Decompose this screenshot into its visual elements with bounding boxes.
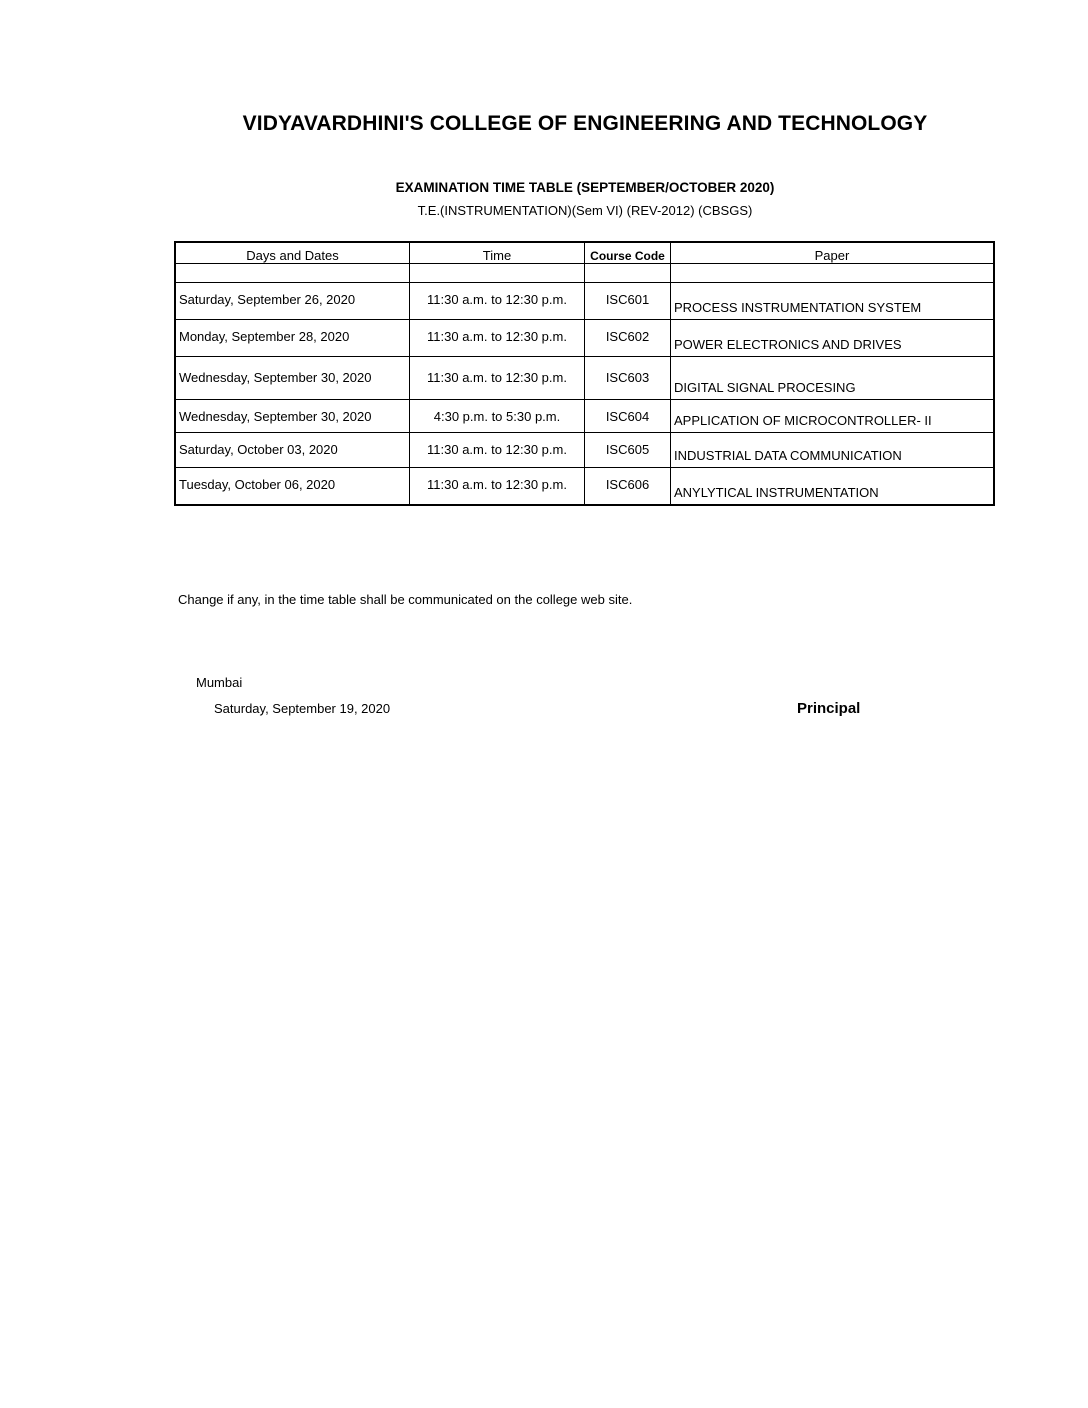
time-cell: 11:30 a.m. to 12:30 p.m. xyxy=(410,433,585,468)
table-row xyxy=(175,400,994,433)
paper-cell: DIGITAL SIGNAL PROCESING xyxy=(671,357,995,400)
paper-cell: ANYLYTICAL INSTRUMENTATION xyxy=(671,468,995,505)
paper-cell: PROCESS INSTRUMENTATION SYSTEM xyxy=(671,283,995,320)
college-name: VIDYAVARDHINI'S COLLEGE OF ENGINEERING AND TECHNOLOGY xyxy=(242,112,928,135)
course-code-cell: ISC601 xyxy=(585,283,671,320)
blank-cell xyxy=(410,264,585,283)
table-row xyxy=(175,468,994,505)
paper-cell: APPLICATION OF MICROCONTROLLER- II xyxy=(671,400,995,433)
paper-cell: POWER ELECTRONICS AND DRIVES xyxy=(671,320,995,357)
table-row xyxy=(175,433,994,468)
paper-cell: INDUSTRIAL DATA COMMUNICATION xyxy=(671,433,995,468)
course-code-cell: ISC606 xyxy=(585,468,671,505)
column-header-paper: Paper xyxy=(671,242,995,264)
column-header-course-code: Course Code xyxy=(585,242,671,264)
column-header-time: Time xyxy=(410,242,585,264)
date-cell: Tuesday, October 06, 2020 xyxy=(175,468,410,505)
exam-subtitle: T.E.(INSTRUMENTATION)(Sem VI) (REV-2012) (CBSGS) xyxy=(417,203,753,218)
time-cell: 11:30 a.m. to 12:30 p.m. xyxy=(410,468,585,505)
date-cell: Wednesday, September 30, 2020 xyxy=(175,400,410,433)
course-code-cell: ISC604 xyxy=(585,400,671,433)
date-cell: Monday, September 28, 2020 xyxy=(175,320,410,357)
table-row xyxy=(175,283,994,320)
blank-cell xyxy=(175,264,410,283)
time-cell: 11:30 a.m. to 12:30 p.m. xyxy=(410,357,585,400)
exam-title: EXAMINATION TIME TABLE (SEPTEMBER/OCTOBER 2020) xyxy=(395,180,775,195)
timetable xyxy=(174,241,995,506)
table-row xyxy=(175,357,994,400)
date-cell: Saturday, September 26, 2020 xyxy=(175,283,410,320)
issue-date: Saturday, September 19, 2020 xyxy=(214,701,391,716)
column-header-dates: Days and Dates xyxy=(175,242,410,264)
time-cell: 11:30 a.m. to 12:30 p.m. xyxy=(410,320,585,357)
time-cell: 11:30 a.m. to 12:30 p.m. xyxy=(410,283,585,320)
table-header-row xyxy=(175,242,994,264)
course-code-cell: ISC603 xyxy=(585,357,671,400)
change-notice: Change if any, in the time table shall be communicated on the college web site. xyxy=(178,592,633,607)
blank-cell xyxy=(585,264,671,283)
course-code-cell: ISC605 xyxy=(585,433,671,468)
place: Mumbai xyxy=(196,675,243,690)
date-cell: Wednesday, September 30, 2020 xyxy=(175,357,410,400)
date-cell: Saturday, October 03, 2020 xyxy=(175,433,410,468)
signatory: Principal xyxy=(797,700,861,717)
blank-row xyxy=(175,264,994,283)
blank-cell xyxy=(671,264,995,283)
table-row xyxy=(175,320,994,357)
course-code-cell: ISC602 xyxy=(585,320,671,357)
time-cell: 4:30 p.m. to 5:30 p.m. xyxy=(410,400,585,433)
